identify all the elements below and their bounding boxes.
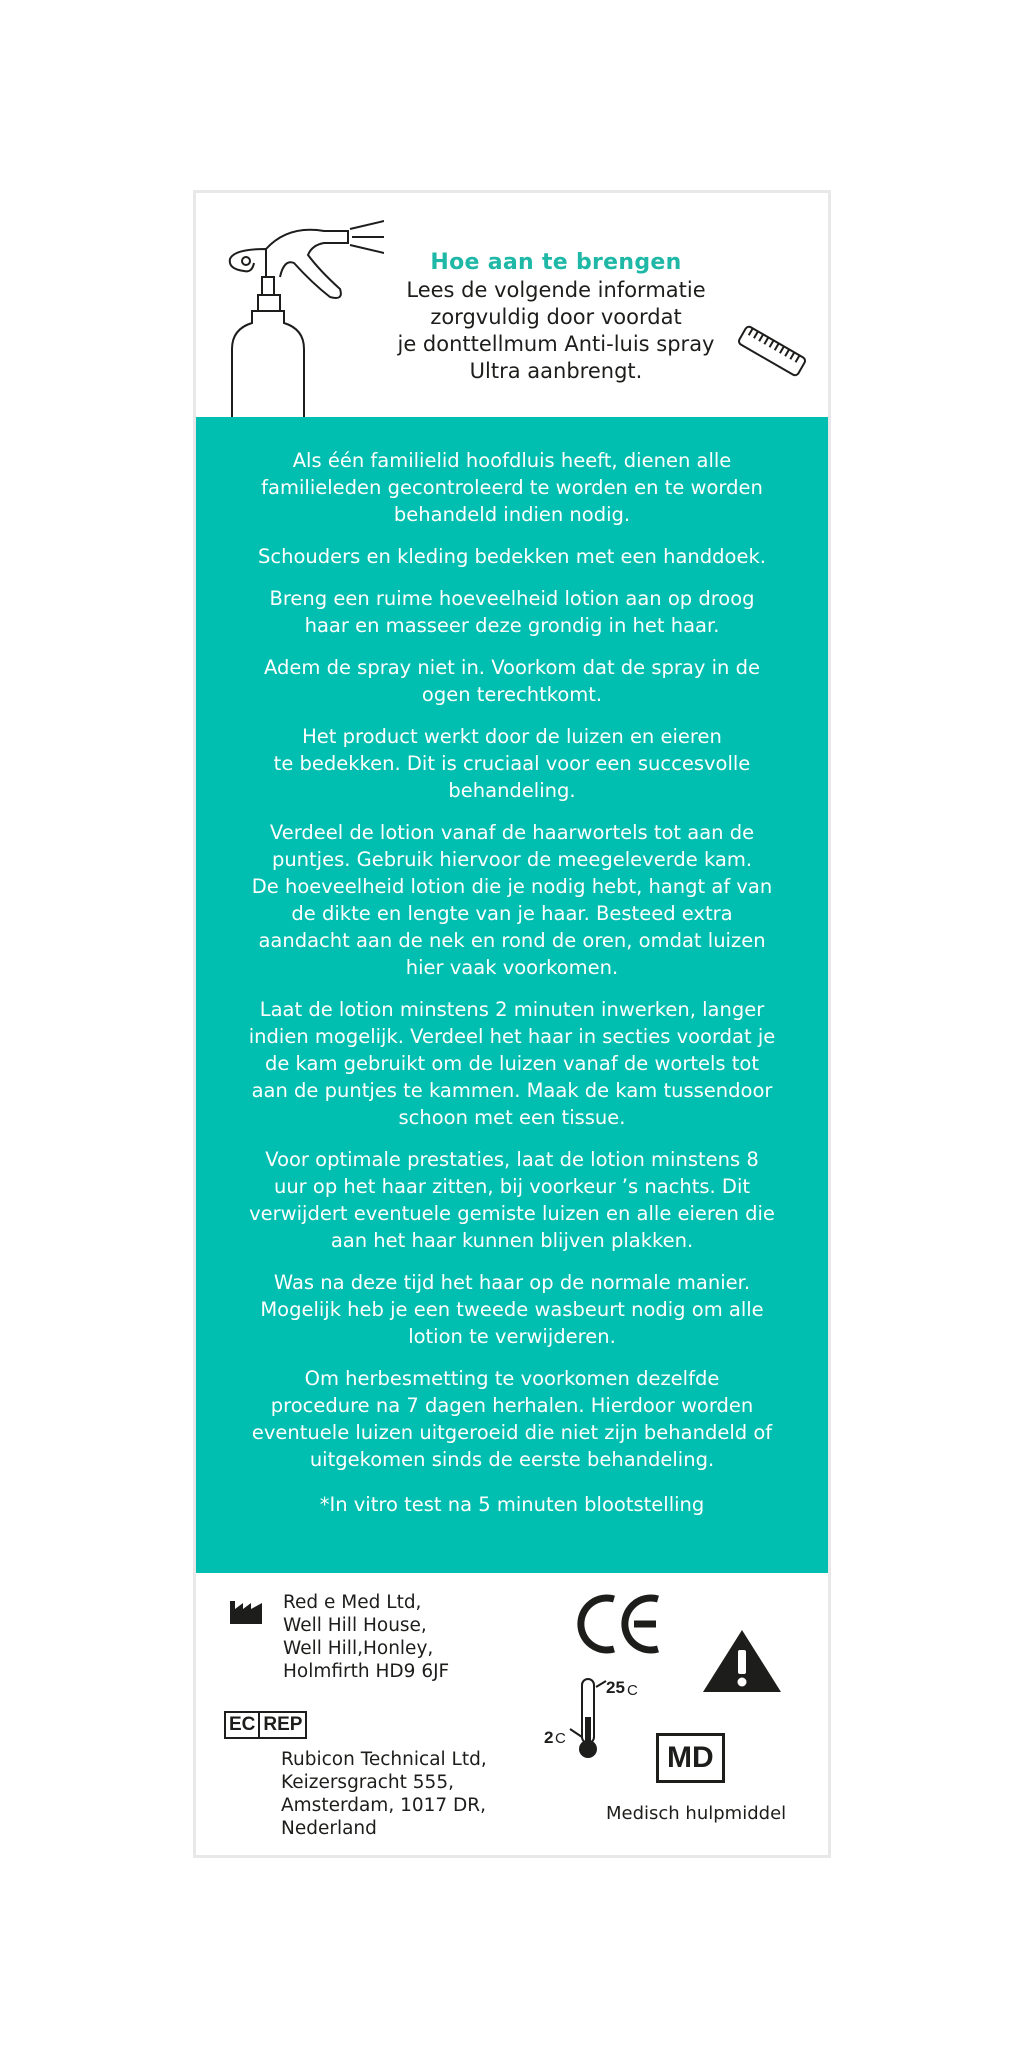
instruction-line: schoon met een tissue.: [398, 1106, 626, 1129]
ec-rep-badge: [224, 1711, 307, 1739]
instruction-line: Breng een ruime hoeveelheid lotion aan op droog: [269, 587, 755, 610]
instruction-paragraph: [212, 1146, 812, 1254]
header-title: Hoe aan te brengen: [430, 250, 682, 275]
warning-icon: [701, 1628, 783, 1694]
instruction-line: behandeling.: [448, 779, 576, 802]
header-line: Lees de volgende informatie: [406, 278, 706, 302]
address-line: Amsterdam, 1017 DR,: [281, 1795, 487, 1816]
instruction-paragraph: [212, 447, 812, 528]
instruction-line: familieleden gecontroleerd te worden en te worden: [261, 476, 763, 499]
instruction-line: eventuele luizen uitgeroeid die niet zijn behandeld of: [251, 1421, 773, 1444]
instruction-line: Verdeel de lotion vanaf de haarwortels tot aan de: [269, 821, 755, 844]
instruction-line: Het product werkt door de luizen en eieren: [302, 725, 722, 748]
instruction-line: hier vaak voorkomen.: [405, 956, 619, 979]
instruction-line: Om herbesmetting te voorkomen dezelfde: [304, 1367, 720, 1390]
instruction-line: aan de puntjes te kammen. Maak de kam tussendoor: [251, 1079, 773, 1102]
address-line: Rubicon Technical Ltd,: [281, 1749, 487, 1770]
instruction-paragraph: [212, 543, 812, 570]
leaflet-panel: [193, 190, 831, 1858]
ce-mark-icon: [576, 1593, 662, 1655]
instruction-line: verwijdert eventuele gemiste luizen en alle eieren die: [249, 1202, 775, 1225]
manufacturer-address: [283, 1591, 449, 1683]
instructions-section: [196, 417, 828, 1573]
md-badge: MD: [656, 1733, 725, 1783]
temp-low-value: 2: [544, 1728, 554, 1747]
address-line: Holmfirth HD9 6JF: [283, 1661, 450, 1682]
header-line: Ultra aanbrengt.: [469, 359, 643, 383]
instruction-line: uitgekomen sinds de eerste behandeling.: [309, 1448, 715, 1471]
instruction-line: uur op het haar zitten, bij voorkeur ’s nachts. Dit: [273, 1175, 751, 1198]
address-line: Nederland: [281, 1818, 377, 1839]
address-line: Red e Med Ltd,: [283, 1592, 422, 1613]
instruction-paragraph: [212, 1365, 812, 1473]
instruction-line: Laat de lotion minstens 2 minuten inwerken, langer: [259, 998, 765, 1021]
instruction-line: behandeld indien nodig.: [393, 503, 631, 526]
header-line: je donttellmum Anti-luis spray: [397, 332, 715, 356]
instruction-line: aan het haar kunnen blijven plakken.: [330, 1229, 694, 1252]
address-line: Well Hill House,: [283, 1615, 427, 1636]
temp-high-value: 25: [606, 1678, 625, 1697]
footer: [196, 1573, 828, 1853]
address-line: Keizersgracht 555,: [281, 1772, 454, 1793]
instruction-paragraph: [212, 654, 812, 708]
temp-low-unit: C: [555, 1730, 566, 1747]
instruction-line: Was na deze tijd het haar op de normale manier.: [273, 1271, 751, 1294]
footnote: *In vitro test na 5 minuten blootstelling: [319, 1493, 705, 1516]
instruction-line: aandacht aan de nek en rond de oren, omdat luizen: [258, 929, 766, 952]
instruction-line: te bedekken. Dit is cruciaal voor een succesvolle: [273, 752, 751, 775]
instruction-paragraph: [212, 996, 812, 1131]
temp-high-unit: C: [627, 1682, 638, 1699]
ec-rep-address: [281, 1748, 487, 1840]
instruction-line: Als één familielid hoofdluis heeft, dienen alle: [292, 449, 732, 472]
md-caption: Medisch hulpmiddel: [606, 1803, 787, 1824]
instruction-line: ogen terechtkomt.: [421, 683, 603, 706]
instruction-paragraph: [212, 585, 812, 639]
header: [196, 193, 828, 417]
instruction-line: Schouders en kleding bedekken met een handdoek.: [258, 545, 766, 568]
factory-icon: [229, 1595, 263, 1625]
address-line: Well Hill,Honley,: [283, 1638, 434, 1659]
instruction-paragraph: [212, 1269, 812, 1350]
instruction-line: procedure na 7 dagen herhalen. Hierdoor worden: [270, 1394, 754, 1417]
ec-rep-label-left: EC: [224, 1711, 260, 1739]
instruction-paragraph: [212, 723, 812, 804]
instruction-line: puntjes. Gebruik hiervoor de meegeleverde kam.: [271, 848, 753, 871]
instruction-line: indien mogelijk. Verdeel het haar in secties voordat je: [248, 1025, 776, 1048]
ec-rep-label-right: REP: [260, 1711, 307, 1739]
header-text: [356, 249, 756, 385]
instruction-line: Mogelijk heb je een tweede wasbeurt nodig om alle: [260, 1298, 764, 1321]
thermometer-icon: [542, 1673, 652, 1763]
instruction-line: Adem de spray niet in. Voorkom dat de spray in de: [264, 656, 760, 679]
comb-icon: [734, 323, 810, 379]
header-line: zorgvuldig door voordat: [430, 305, 682, 329]
instruction-paragraph: [212, 819, 812, 981]
instruction-line: de dikte en lengte van je haar. Besteed extra: [291, 902, 733, 925]
instruction-line: haar en masseer deze grondig in het haar.: [304, 614, 720, 637]
instruction-line: lotion te verwijderen.: [408, 1325, 616, 1348]
instruction-line: de kam gebruikt om de luizen vanaf de wortels tot: [264, 1052, 759, 1075]
instruction-line: Voor optimale prestaties, laat de lotion minstens 8: [265, 1148, 759, 1171]
instruction-line: De hoeveelheid lotion die je nodig hebt, hangt af van: [251, 875, 773, 898]
